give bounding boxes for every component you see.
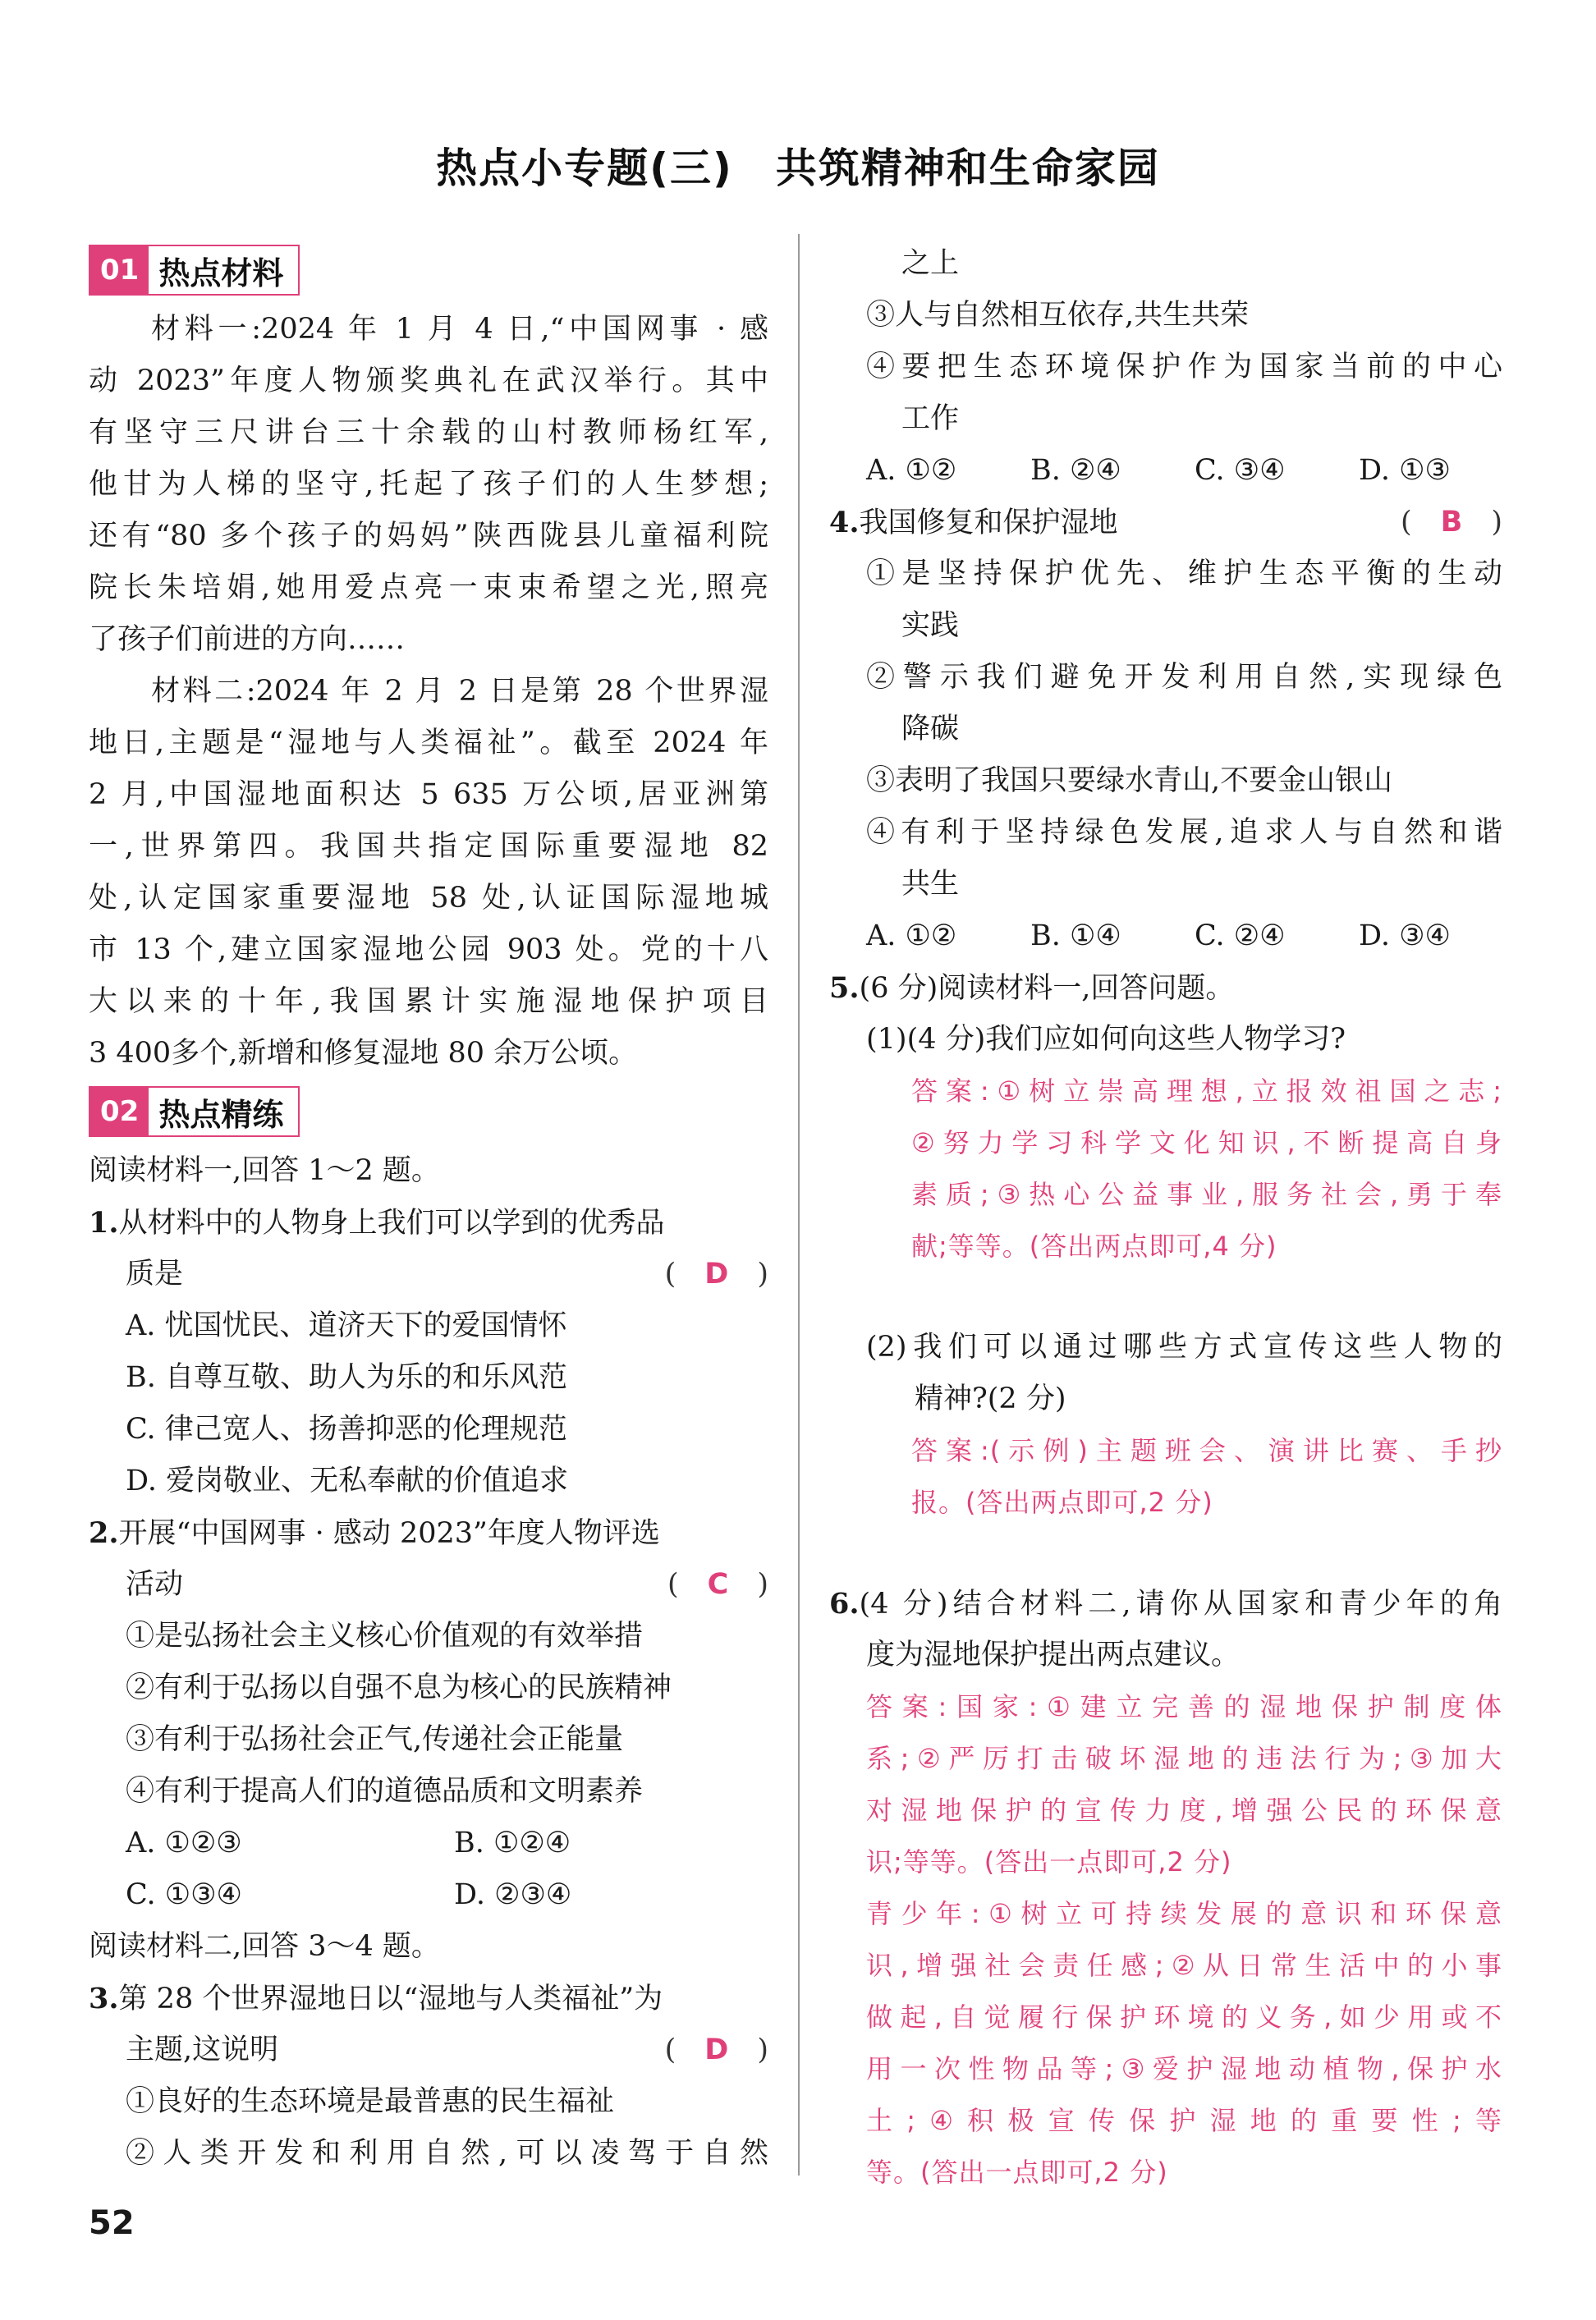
answer-text: 报。(答出两点即可,2 分) [911, 1487, 1213, 1518]
material-line: 动 2023”年度人物颁奖典礼在武汉举行。其中 [89, 365, 768, 397]
material-line: 处,认定国家重要湿地 58 处,认证国际湿地城 [89, 882, 768, 915]
reading-instruction: 阅读材料二,回答 3～4 题。 [89, 1930, 440, 1963]
statement-item: ③有利于弘扬社会正气,传递社会正能量 [126, 1723, 624, 1756]
statement-item: ②警示我们避免开发利用自然,实现绿色 [866, 661, 1502, 694]
statement-item: ②有利于弘扬以自强不息为核心的民族精神 [126, 1671, 672, 1704]
statement-item: ①是弘扬社会主义核心价值观的有效举措 [126, 1620, 644, 1653]
answer-text: 等。(答出一点即可,2 分) [866, 2157, 1168, 2188]
answer-text: 答案:国家:①建立完善的湿地保护制度体 [866, 1691, 1502, 1722]
statement-item: ④有利于提高人们的道德品质和文明素养 [126, 1775, 644, 1808]
option-c: C. ②④ [1195, 919, 1286, 952]
question-5-stem: 5.(6 分)阅读材料一,回答问题。 [829, 971, 1235, 1005]
left-column [89, 238, 768, 2180]
option-a: A. ①② [866, 454, 957, 487]
option-c: C. ③④ [1195, 454, 1286, 487]
statement-item: ④有利于坚持绿色发展,追求人与自然和谐 [866, 816, 1502, 849]
option-c: C. 律己宽人、扬善抑恶的伦理规范 [126, 1413, 567, 1446]
section-label: 热点精练 [158, 1096, 284, 1133]
question-1-stem: 1.从材料中的人物身上我们可以学到的优秀品 [89, 1206, 665, 1240]
statement-item-cont: 实践 [901, 609, 960, 642]
section-number: 02 [90, 1088, 149, 1135]
statement-item: ④要把生态环境保护作为国家当前的中心 [866, 351, 1502, 383]
answer-text: 系;②严厉打击破坏湿地的违法行为;③加大 [866, 1743, 1502, 1774]
option-a: A. ①② [866, 919, 957, 952]
section-hot-material [89, 245, 300, 296]
material-line: 大以来的十年,我国累计实施湿地保护项目 [89, 985, 768, 1018]
material-line: 一,世界第四。我国共指定国际重要湿地 82 [89, 830, 768, 863]
option-d: D. 爱岗敬业、无私奉献的价值追求 [126, 1465, 569, 1497]
answer-text: 对湿地保护的宣传力度,增强公民的环保意 [866, 1795, 1502, 1826]
option-a: A. 忧国忧民、道济天下的爱国情怀 [126, 1309, 567, 1342]
answer-text: ②努力学习科学文化知识,不断提高自身 [911, 1127, 1502, 1158]
option-b: B. ①②④ [454, 1827, 571, 1859]
question-6-stem: 6.(4 分)结合材料二,请你从国家和青少年的角 [829, 1587, 1502, 1621]
material-line: 3 400多个,新增和修复湿地 80 余万公顷。 [89, 1037, 638, 1070]
statement-item-cont: 工作 [901, 402, 960, 435]
statement-item-cont: 共生 [901, 868, 960, 901]
option-d: D. ③④ [1359, 919, 1451, 952]
answer-text: 土;④积极宣传保护湿地的重要性;等 [866, 2105, 1502, 2136]
answer-letter: D [704, 2033, 729, 2066]
option-b: B. 自尊互敬、助人为乐的和乐风范 [126, 1361, 567, 1394]
answer-text: 做起,自觉履行保护环境的义务,如少用或不 [866, 2001, 1502, 2033]
options-row [829, 445, 1502, 497]
section-hot-practice [89, 1086, 300, 1137]
material-line: 材料二:2024 年 2 月 2 日是第 28 个世界湿 [151, 675, 768, 708]
question-3-stem-cont: 主题,这说明 ( D ) [126, 2033, 768, 2066]
statement-item: ②人类开发和利用自然,可以凌驾于自然 [126, 2137, 768, 2170]
statement-item-cont: 之上 [901, 247, 960, 280]
question-4-stem: 4.我国修复和保护湿地 ( B ) [829, 506, 1502, 539]
sub-question-2: (2)我们可以通过哪些方式宣传这些人物的 [866, 1331, 1502, 1364]
question-3-stem: 3.第 28 个世界湿地日以“湿地与人类福祉”为 [89, 1982, 663, 2015]
sub-question-2-cont: 精神?(2 分) [915, 1382, 1066, 1415]
answer-letter: C [707, 1568, 729, 1601]
statement-item: ③表明了我国只要绿水青山,不要金山银山 [866, 764, 1393, 797]
column-divider [798, 234, 800, 2176]
answer-text: 青少年:①树立可持续发展的意识和环保意 [866, 1898, 1502, 1929]
option-d: D. ①③ [1359, 454, 1451, 487]
page-title: 热点小专题(三) 共筑精神和生命家园 [436, 144, 1160, 192]
answer-text: 答案:(示例)主题班会、演讲比赛、手抄 [911, 1435, 1502, 1466]
question-2-stem-cont: 活动 ( C ) [126, 1568, 768, 1601]
statement-item: ①良好的生态环境是最普惠的民生福祉 [126, 2085, 615, 2118]
material-line: 他甘为人梯的坚守,托起了孩子们的人生梦想; [89, 468, 768, 501]
answer-letter: D [704, 1258, 729, 1291]
material-line: 市 13 个,建立国家湿地公园 903 处。党的十八 [89, 933, 768, 966]
reading-instruction: 阅读材料一,回答 1～2 题。 [89, 1154, 440, 1187]
section-number: 01 [90, 246, 149, 294]
option-d: D. ②③④ [454, 1878, 572, 1911]
question-1-stem-cont: 质是 ( D ) [126, 1258, 768, 1291]
option-b: B. ①④ [1030, 919, 1121, 952]
statement-item: ①是坚持保护优先、维护生态平衡的生动 [866, 557, 1502, 590]
question-6-stem-cont: 度为湿地保护提出两点建议。 [866, 1639, 1241, 1671]
material-line: 2 月,中国湿地面积达 5 635 万公顷,居亚洲第 [89, 778, 768, 811]
option-c: C. ①③④ [126, 1878, 242, 1911]
page-number: 52 [89, 2204, 135, 2242]
right-column [829, 238, 1502, 2198]
answer-text: 识,增强社会责任感;②从日常生活中的小事 [866, 1950, 1502, 1981]
option-b: B. ②④ [1030, 454, 1121, 487]
material-line: 地日,主题是“湿地与人类福祉”。截至 2024 年 [89, 727, 768, 759]
answer-text: 识;等等。(答出一点即可,2 分) [866, 1846, 1232, 1878]
options-row [89, 1818, 768, 1869]
material-line: 院长朱培娟,她用爱点亮一束束希望之光,照亮 [89, 571, 768, 604]
material-line: 材料一:2024 年 1 月 4 日,“中国网事 · 感 [151, 313, 768, 346]
sub-question-1: (1)(4 分)我们应如何向这些人物学习? [866, 1023, 1346, 1056]
statement-item-cont: 降碳 [901, 713, 960, 745]
answer-text: 用一次性物品等;③爱护湿地动植物,保护水 [866, 2053, 1502, 2084]
answer-text: 献;等等。(答出两点即可,4 分) [911, 1231, 1277, 1262]
material-line: 还有“80 多个孩子的妈妈”陕西陇县儿童福利院 [89, 520, 768, 552]
answer-letter: B [1440, 506, 1463, 539]
option-a: A. ①②③ [126, 1827, 242, 1859]
options-row [89, 1869, 768, 1921]
section-label: 热点材料 [158, 254, 284, 291]
question-2-stem: 2.开展“中国网事 · 感动 2023”年度人物评选 [89, 1516, 660, 1550]
statement-item: ③人与自然相互依存,共生共荣 [866, 299, 1250, 332]
answer-text: 素质;③热心公益事业,服务社会,勇于奉 [911, 1179, 1502, 1210]
material-line: 有坚守三尺讲台三十余载的山村教师杨红军, [89, 416, 768, 449]
material-line: 了孩子们前进的方向…… [89, 623, 406, 656]
options-row [829, 910, 1502, 962]
answer-text: 答案:①树立崇高理想,立报效祖国之志; [911, 1075, 1502, 1107]
